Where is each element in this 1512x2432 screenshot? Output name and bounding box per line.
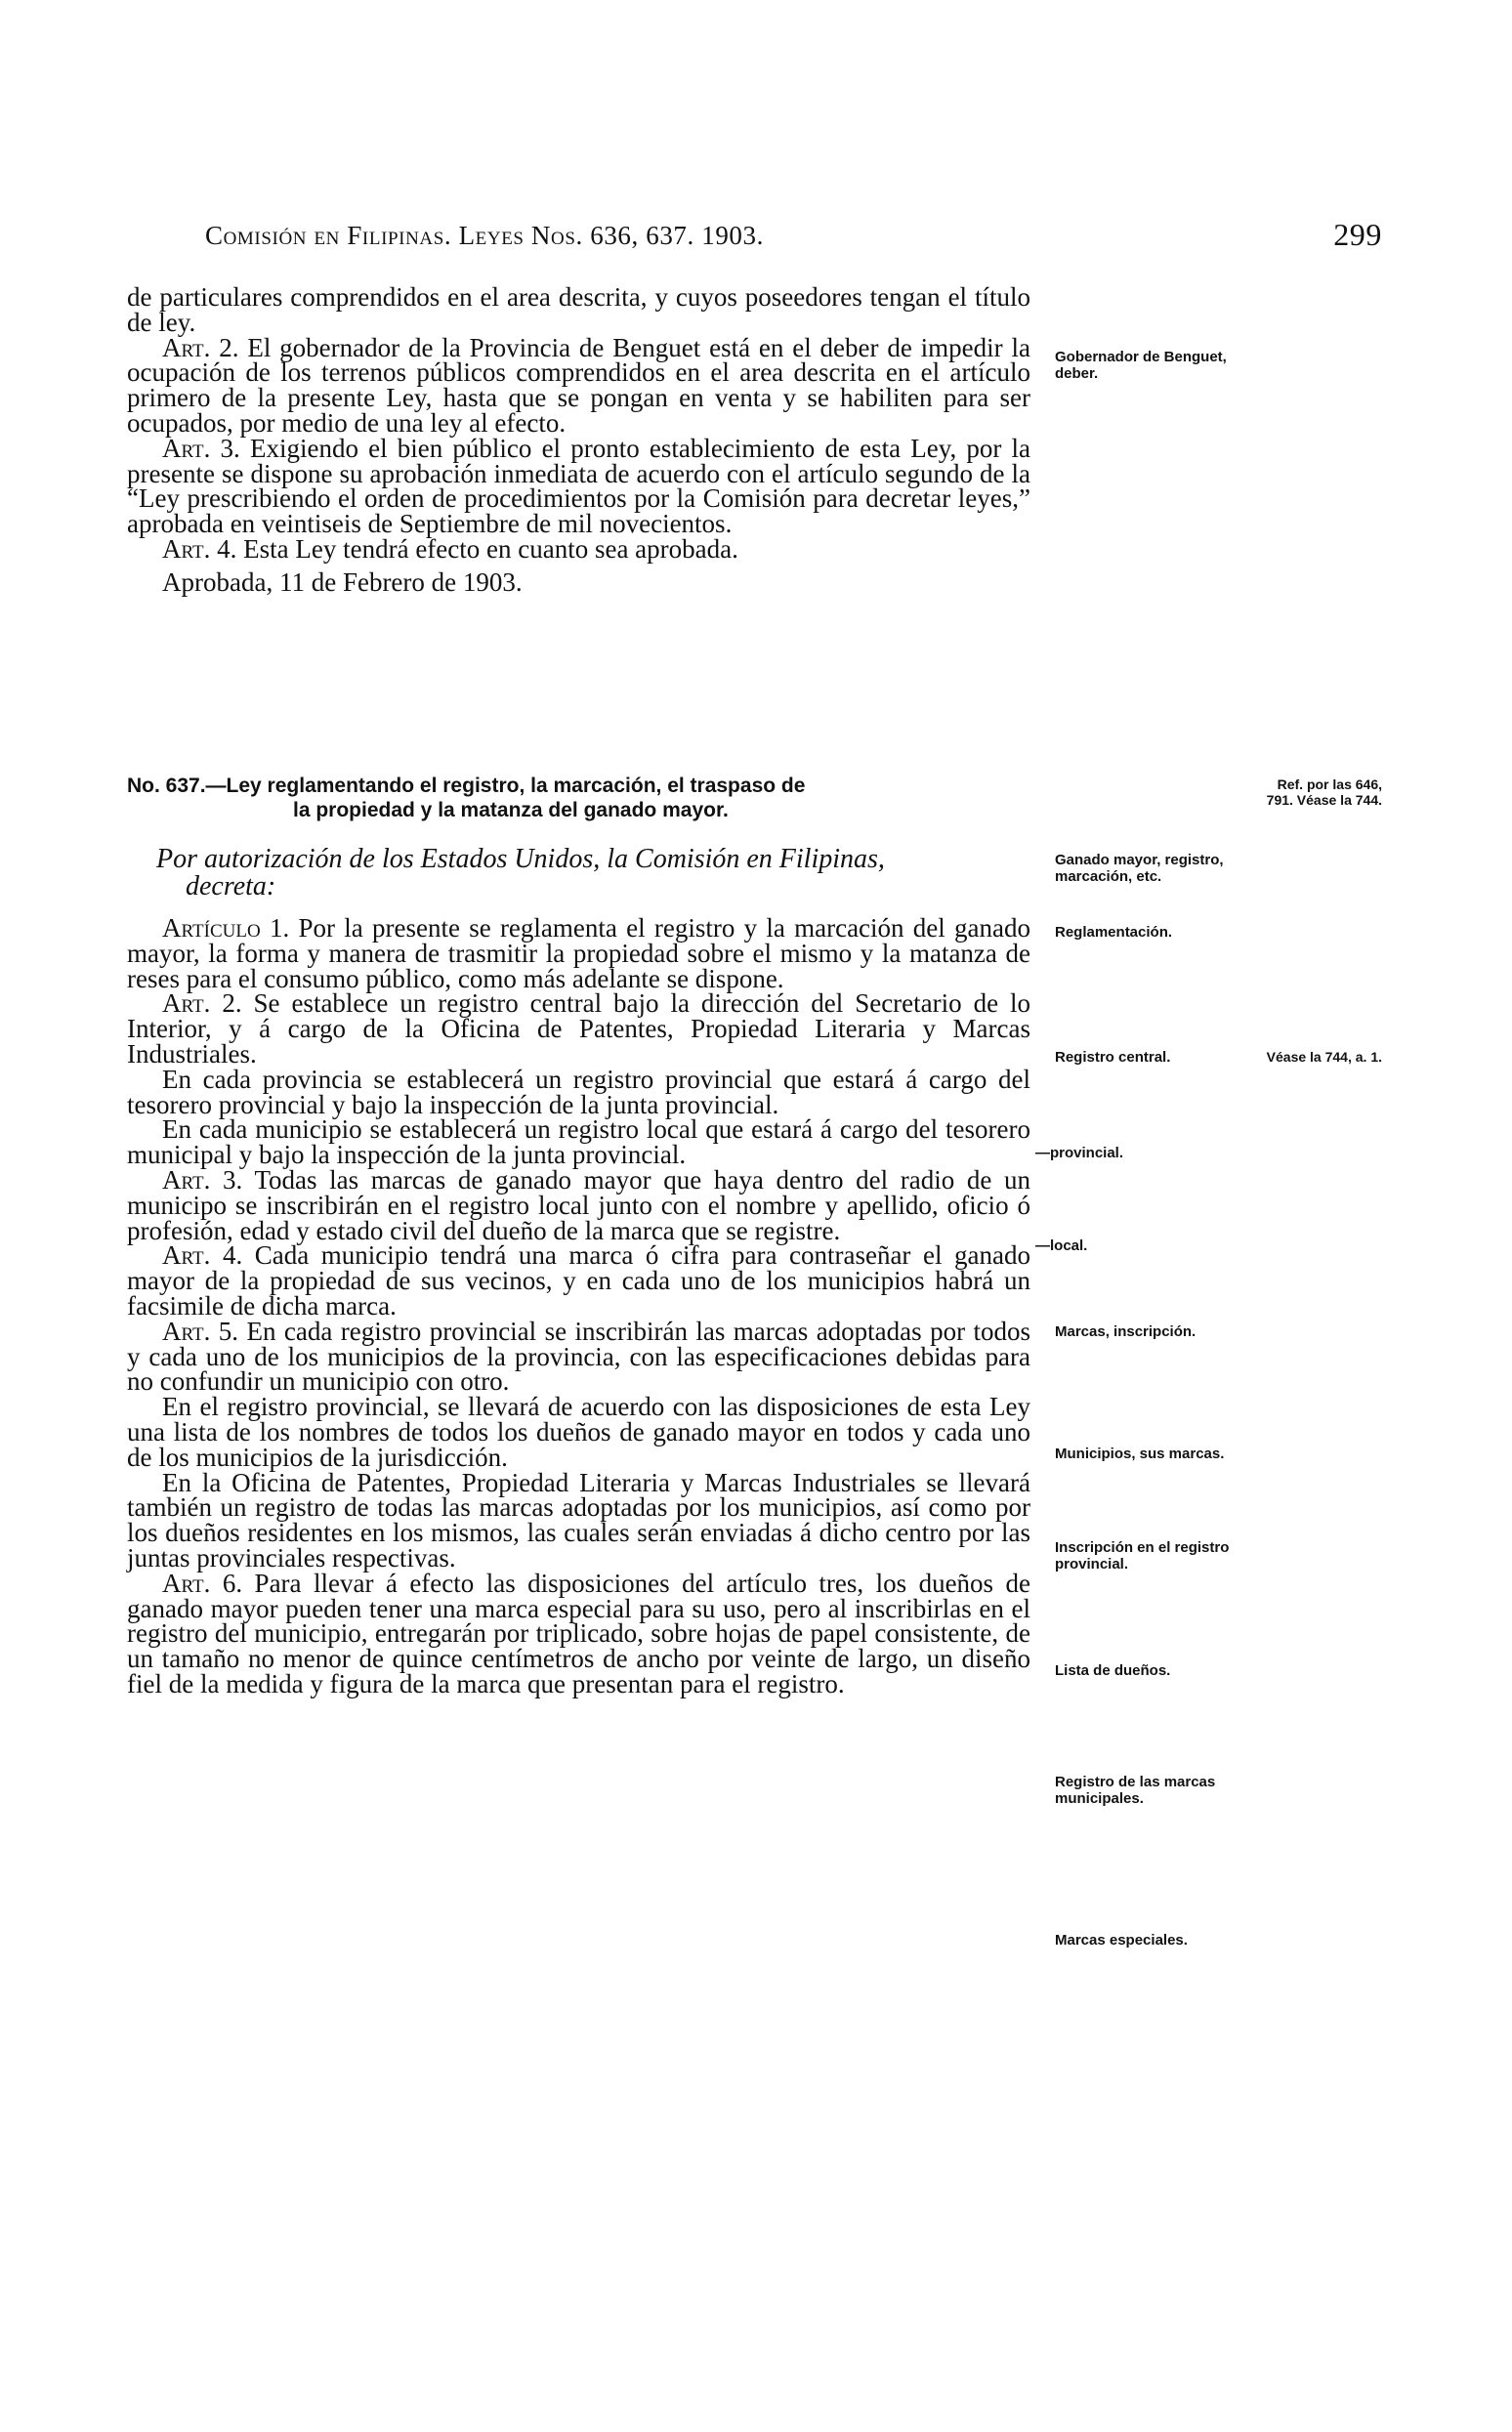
article-4-paragraph <box>127 1240 1030 1321</box>
article-label: Artículo 1. <box>162 913 290 943</box>
article-3-paragraph <box>127 433 1031 539</box>
margin-note-local: —local. <box>1035 1237 1088 1254</box>
paragraph: En cada municipio se establecerá un registro local que estará á cargo del tesorero municipal y bajo la inspección de la junta provincial. <box>127 1114 1030 1170</box>
margin-note-inscripcion-provincial: Inscripción en el registro provincial. <box>1055 1539 1230 1572</box>
enacting-clause <box>156 846 1035 901</box>
margin-note-reglamentacion: Reglamentación. <box>1055 924 1173 941</box>
article-5-paragraph <box>127 1316 1030 1397</box>
article-text: En cada registro provincial se inscribirán las marcas adoptadas por todos y cada uno de los municipios de la provincia, con las especificaciones debidas para no confundir un municipio con otro. <box>127 1316 1030 1397</box>
article-4-paragraph <box>127 533 1030 564</box>
paragraph: En la Oficina de Patentes, Propiedad Literaria y Marcas Industriales se llevará también un registro de todas las marcas adoptadas por los municipios, así como por los dueños residentes en los mismos, las cuales serán enviadas á dicho centro por las juntas provinciales respectivas. <box>127 1467 1030 1572</box>
article-text: El gobernador de la Provincia de Benguet está en el deber de impedir la ocupación de los terrenos públicos comprendidos en el area descrita en el artículo primero de la presente Ley, hasta que se pongan en venta y se habiliten para ser ocupados, por medio de una ley al efecto. <box>127 332 1030 438</box>
article-label: Art. 4. <box>162 533 237 564</box>
running-title: Comisión en Filipinas. Leyes Nos. 636, 637. 1903. <box>205 221 764 250</box>
article-2-paragraph <box>127 332 1030 438</box>
article-text: Cada municipio tendrá una marca ó cifra para contraseñar el ganado mayor de la propiedad de sus vecinos, y en cada uno de los municipios habrá un facsimile de dicha marca. <box>127 1240 1030 1321</box>
article-text: Todas las marcas de ganado mayor que haya dentro del radio de un municipo se inscribirán en el registro local junto con el nombre y apellido, oficio ó profesión, edad y estado civil del dueño de la marca que se registre. <box>127 1164 1030 1245</box>
article-label: Art. 6. <box>162 1568 243 1598</box>
continuation-paragraph: de particulares comprendidos en el area descrita, y cuyos poseedores tengan el título de ley. <box>127 282 1030 337</box>
cross-reference: Ref. por las 646, 791. Véase la 744. <box>1266 776 1382 808</box>
law-636-text <box>127 282 1031 597</box>
law-637-text <box>127 913 1031 1698</box>
article-1-paragraph <box>127 913 1031 993</box>
law-title-line: No. 637.—Ley reglamentando el registro, la marcación, el traspaso de <box>127 775 806 797</box>
margin-note-ganado: Ganado mayor, registro, marcación, etc. <box>1055 852 1224 885</box>
margin-note-municipios: Municipios, sus marcas. <box>1055 1446 1225 1462</box>
paragraph: En el registro provincial, se llevará de acuerdo con las disposiciones de esta Ley una lista de los nombres de todos los dueños de ganado mayor en todos y cada uno de los municipios de la jurisdicción. <box>127 1392 1030 1472</box>
article-label: Art. 3. <box>162 1164 243 1195</box>
law-637-title <box>127 774 1030 822</box>
article-label: Art. 3. <box>162 433 240 463</box>
page-number: 299 <box>1333 217 1382 252</box>
article-label: Art. 5. <box>162 1316 239 1346</box>
cross-reference: Véase la 744, a. 1. <box>1266 1049 1382 1065</box>
article-label: Art. 2. <box>162 988 242 1019</box>
article-text: Se establece un registro central bajo la dirección del Secretario de lo Interior, y á cargo de la Oficina de Patentes, Propiedad Literaria y Marcas Industriales. <box>127 988 1030 1069</box>
article-text: Esta Ley tendrá efecto en cuanto sea aprobada. <box>243 533 738 564</box>
margin-note-registro-marcas: Registro de las marcas municipales. <box>1055 1774 1216 1807</box>
enacting-line: decreta: <box>186 871 276 902</box>
margin-note-lista: Lista de dueños. <box>1055 1662 1171 1679</box>
article-6-paragraph <box>127 1568 1030 1698</box>
article-label: Art. 2. <box>162 332 239 362</box>
margin-note-marcas-inscripcion: Marcas, inscripción. <box>1055 1323 1197 1340</box>
article-label: Art. 4. <box>162 1240 243 1271</box>
article-text: Exigiendo el bien público el pronto establecimiento de esta Ley, por la presente se dispone su aprobación inmediata de acuerdo con el artículo segundo de la “Ley prescribiendo el orden de procedimientos por la Comisión para decretar leyes,” aprobada en veintiseis de Septiembre de mil novecientos. <box>127 433 1031 539</box>
margin-note-gobernador: Gobernador de Benguet, deber. <box>1055 349 1227 382</box>
margin-note-registro-central: Registro central. <box>1055 1049 1171 1066</box>
page-header <box>205 217 1382 260</box>
article-text: Para llevar á efecto las disposiciones del artículo tres, los dueños de ganado mayor pueden tener una marca especial para su uso, pero al inscribirlas en el registro del municipio, entregarán por triplicado, sobre hojas de papel consistente, de un tamaño no menor de quince centímetros de ancho por veinte de largo, un diseño fiel de la medida y figura de la marca que presentan para el registro. <box>127 1568 1030 1698</box>
article-text: Por la presente se reglamenta el registro y la marcación del ganado mayor, la forma y manera de trasmitir la propiedad sobre el mismo y la matanza de reses para el consumo público, como más adelante se dispone. <box>127 913 1031 993</box>
article-2-paragraph <box>127 988 1030 1069</box>
law-title-line: la propiedad y la matanza del ganado mayor. <box>293 799 729 821</box>
article-3-paragraph <box>127 1164 1030 1245</box>
paragraph: En cada provincia se establecerá un registro provincial que estará á cargo del tesorero provincial y bajo la inspección de la junta provincial. <box>127 1064 1030 1119</box>
margin-note-provincial: —provincial. <box>1035 1145 1124 1161</box>
enacting-line: Por autorización de los Estados Unidos, la Comisión en Filipinas, <box>156 844 885 874</box>
margin-note-especiales: Marcas especiales. <box>1055 1932 1188 1949</box>
approval-date: Aprobada, 11 de Febrero de 1903. <box>162 566 523 597</box>
